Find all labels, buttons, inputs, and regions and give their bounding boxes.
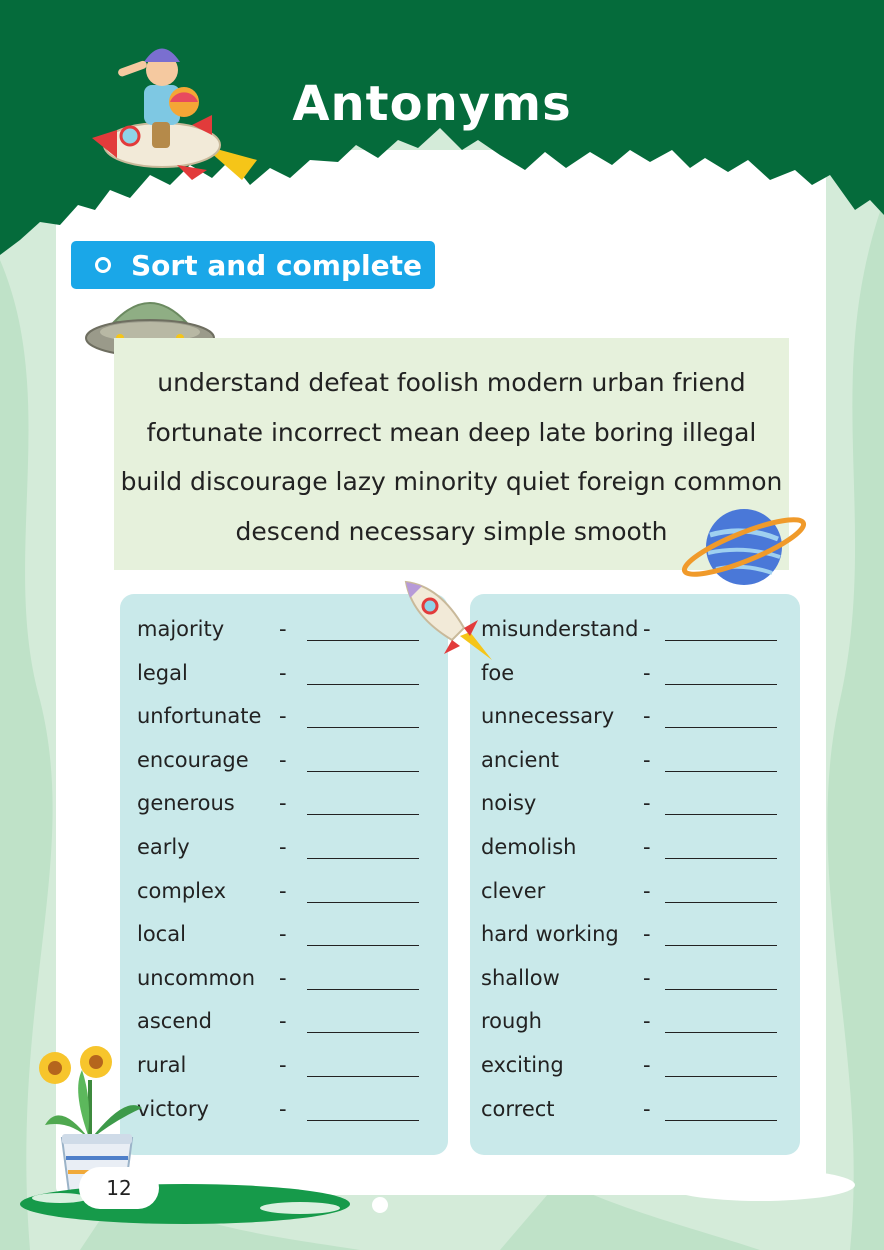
- word-label: unnecessary: [481, 704, 615, 729]
- dash-separator: -: [279, 617, 287, 641]
- page-number: 12: [79, 1167, 159, 1209]
- dash-separator: -: [279, 878, 287, 903]
- word-label: early: [137, 835, 190, 859]
- small-rocket-illustration: [400, 576, 496, 662]
- word-row: [137, 1050, 437, 1080]
- dash-separator: -: [643, 660, 651, 685]
- word-row: [481, 614, 791, 644]
- dash-separator: -: [279, 747, 287, 772]
- dash-separator: -: [279, 1009, 287, 1034]
- word-row: [481, 919, 791, 949]
- answer-blank[interactable]: [665, 858, 777, 859]
- bullet-circle-icon: [95, 257, 111, 273]
- word-label: encourage: [137, 747, 249, 772]
- answer-blank[interactable]: [307, 1076, 419, 1077]
- word-label: complex: [137, 878, 226, 903]
- answer-blank[interactable]: [307, 771, 419, 772]
- word-label: ancient: [481, 747, 560, 772]
- word-row: [481, 745, 791, 775]
- word-label: noisy: [481, 791, 537, 816]
- word-label: majority: [137, 617, 225, 641]
- word-label: rough: [481, 1009, 542, 1034]
- word-label: exciting: [481, 1053, 564, 1077]
- dash-separator: -: [643, 1009, 651, 1034]
- word-label: correct: [481, 1096, 555, 1121]
- answer-blank[interactable]: [665, 814, 777, 815]
- word-row: [137, 614, 437, 644]
- answer-blank[interactable]: [665, 902, 777, 903]
- word-row: [481, 658, 791, 688]
- word-label: rural: [137, 1053, 187, 1077]
- word-bank-line: understand defeat foolish modern urban friend: [157, 368, 746, 397]
- dash-separator: -: [279, 965, 287, 990]
- word-row: [481, 788, 791, 818]
- answer-blank[interactable]: [665, 1032, 777, 1033]
- answer-blank[interactable]: [665, 727, 777, 728]
- word-bank-line: descend necessary simple smooth: [235, 516, 668, 546]
- answer-blank[interactable]: [307, 945, 419, 946]
- word-label: demolish: [481, 835, 577, 859]
- word-row: [481, 1094, 791, 1124]
- word-row: [137, 832, 437, 862]
- word-row: [137, 876, 437, 906]
- answer-blank[interactable]: [307, 727, 419, 728]
- word-label: shallow: [481, 965, 560, 990]
- answer-blank[interactable]: [665, 1076, 777, 1077]
- word-label: foe: [481, 660, 515, 685]
- answer-blank[interactable]: [307, 1120, 419, 1121]
- dash-separator: -: [643, 965, 651, 990]
- word-label: victory: [137, 1096, 209, 1121]
- dash-separator: -: [643, 878, 651, 903]
- word-row: [137, 701, 437, 731]
- word-row: [137, 788, 437, 818]
- word-bank-line: build discourage lazy minority quiet foreign common: [120, 467, 783, 496]
- word-row: [481, 1050, 791, 1080]
- word-row: [137, 745, 437, 775]
- word-row: [481, 1006, 791, 1036]
- word-label: clever: [481, 878, 546, 903]
- answer-blank[interactable]: [307, 902, 419, 903]
- answer-blank[interactable]: [307, 858, 419, 859]
- dash-separator: -: [643, 791, 651, 816]
- boy-on-rocket-illustration: [82, 30, 262, 190]
- answer-blank[interactable]: [307, 684, 419, 685]
- word-row: [481, 876, 791, 906]
- word-label: hard working: [481, 922, 619, 947]
- word-row: [137, 1094, 437, 1124]
- dash-separator: -: [643, 922, 651, 947]
- dash-separator: -: [643, 1096, 651, 1121]
- answer-blank[interactable]: [665, 945, 777, 946]
- dash-separator: -: [643, 617, 651, 641]
- word-row: [137, 1006, 437, 1036]
- word-row: [137, 919, 437, 949]
- word-row: [137, 658, 437, 688]
- word-label: ascend: [137, 1009, 212, 1034]
- answer-blank[interactable]: [665, 989, 777, 990]
- dash-separator: -: [279, 1053, 287, 1077]
- answer-blank[interactable]: [665, 1120, 777, 1121]
- answer-blank[interactable]: [307, 1032, 419, 1033]
- word-label: uncommon: [137, 965, 256, 990]
- word-label: legal: [137, 660, 188, 685]
- answer-blank[interactable]: [665, 640, 777, 641]
- word-label: misunderstand: [481, 617, 639, 641]
- dash-separator: -: [279, 660, 287, 685]
- answer-blank[interactable]: [665, 771, 777, 772]
- word-label: local: [137, 922, 186, 947]
- dash-separator: -: [279, 835, 287, 859]
- word-bank-line: fortunate incorrect mean deep late boring illegal: [146, 417, 757, 447]
- dash-separator: -: [643, 747, 651, 772]
- answer-blank[interactable]: [665, 684, 777, 685]
- answer-blank[interactable]: [307, 989, 419, 990]
- dash-separator: -: [279, 704, 287, 729]
- word-row: [481, 701, 791, 731]
- dash-separator: -: [643, 1053, 651, 1077]
- word-label: generous: [137, 791, 235, 816]
- dash-separator: -: [279, 922, 287, 947]
- planet-illustration: [680, 505, 812, 589]
- word-row: [481, 963, 791, 993]
- word-row: [137, 963, 437, 993]
- section-heading-label: Sort and complete: [131, 248, 422, 282]
- dash-separator: -: [643, 835, 651, 859]
- dash-separator: -: [279, 791, 287, 816]
- word-row: [481, 832, 791, 862]
- section-heading: [71, 241, 435, 289]
- word-label: unfortunate: [137, 704, 262, 729]
- page-title: Antonyms: [292, 76, 572, 132]
- answer-blank[interactable]: [307, 814, 419, 815]
- dash-separator: -: [279, 1096, 287, 1121]
- dash-separator: -: [643, 704, 651, 729]
